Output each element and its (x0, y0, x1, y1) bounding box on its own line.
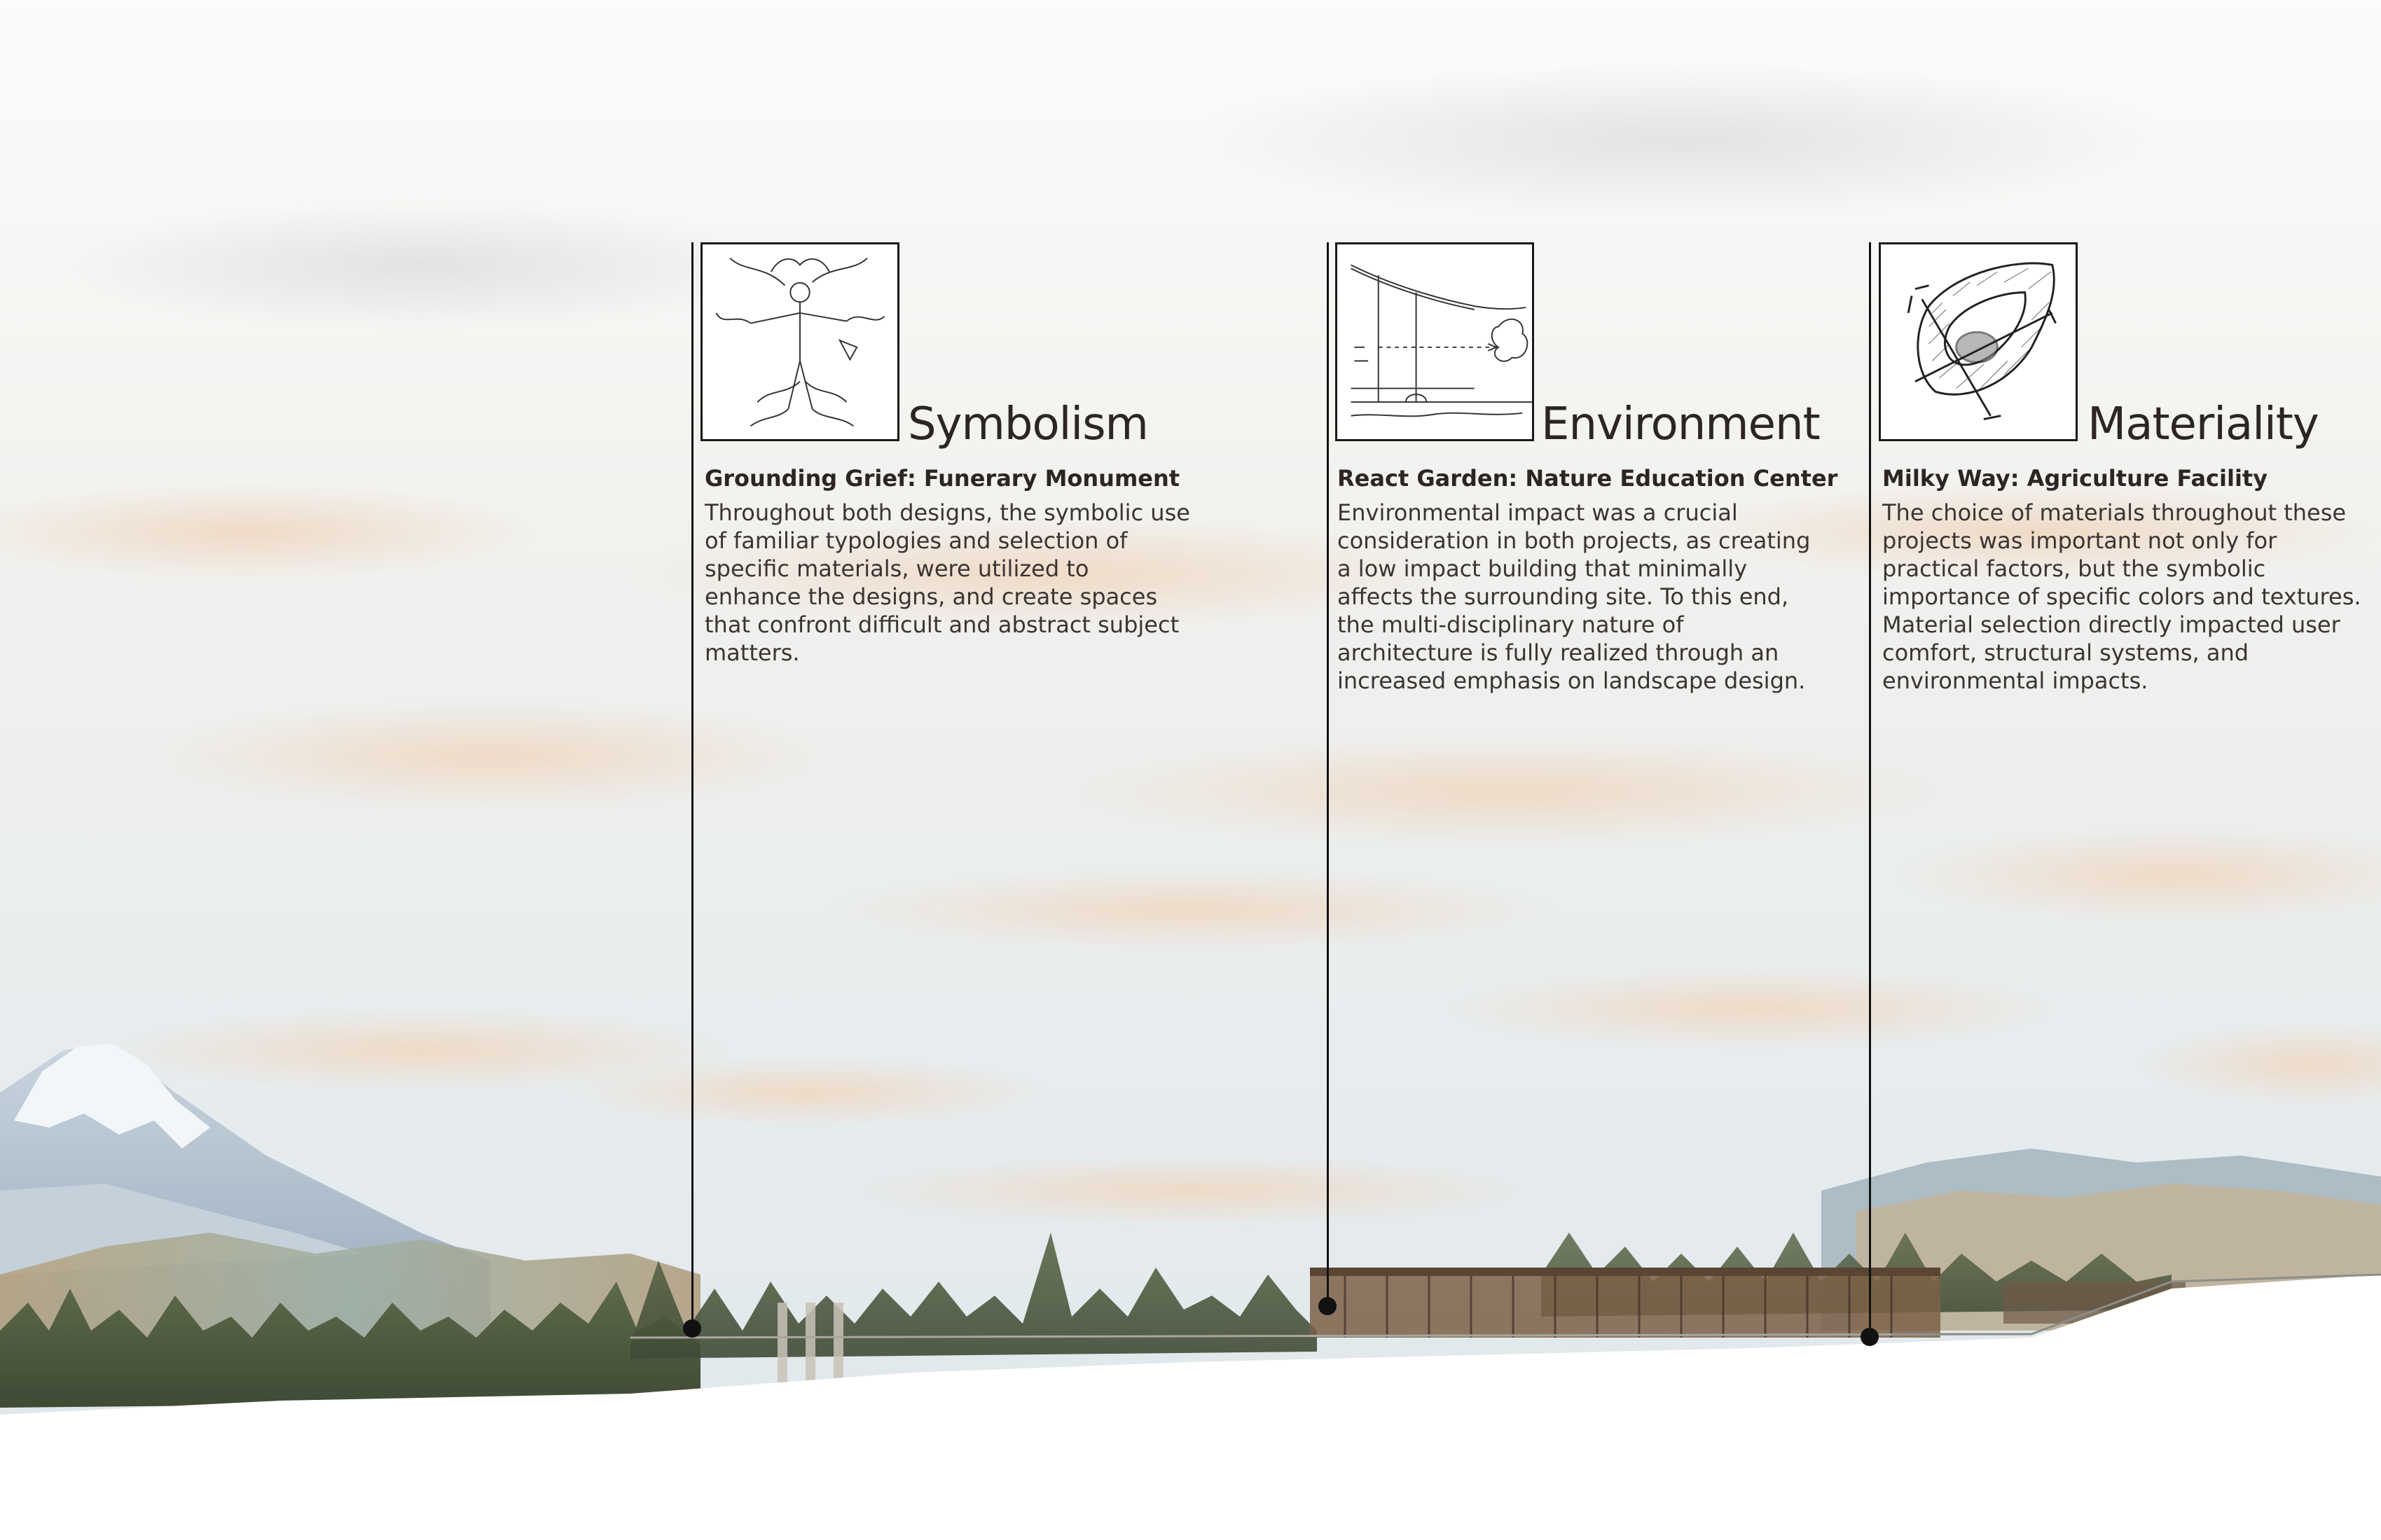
timeline-marker-environment (1318, 1297, 1337, 1315)
body-line: practical factors, but the symbolic (1882, 555, 2266, 582)
body-line: Environmental impact was a crucial (1337, 499, 1738, 526)
figure-sketch-icon (703, 244, 897, 439)
heading-symbolism: Symbolism (908, 398, 1148, 450)
materiality-sketch (1879, 242, 2078, 441)
project-title-materiality: Milky Way: Agriculture Facility (1882, 465, 2268, 492)
plan-sketch-icon (1881, 244, 2076, 439)
body-line: affects the surrounding site. To this end, (1337, 583, 1789, 610)
body-line: comfort, structural systems, and (1882, 639, 2249, 666)
timeline-line-environment (1327, 242, 1329, 1307)
body-line: environmental impacts. (1882, 667, 2148, 694)
body-line: The choice of materials throughout these (1882, 499, 2347, 526)
timeline-line-symbolism (691, 242, 693, 1329)
project-title-environment: React Garden: Nature Education Center (1337, 465, 1838, 492)
body-line: enhance the designs, and create spaces (705, 583, 1158, 610)
body-materiality (1882, 499, 2373, 695)
project-title-symbolism: Grounding Grief: Funerary Monument (705, 465, 1180, 492)
body-line: Material selection directly impacted user (1882, 611, 2340, 638)
timeline-marker-symbolism (683, 1319, 701, 1338)
body-line: a low impact building that minimally (1337, 555, 1748, 582)
symbolism-sketch (701, 242, 899, 441)
heading-environment: Environment (1541, 398, 1820, 450)
timeline-marker-materiality (1861, 1328, 1879, 1346)
body-line: increased emphasis on landscape design. (1337, 667, 1806, 694)
body-line: projects was important not only for (1882, 527, 2277, 554)
body-line: Throughout both designs, the symbolic use (705, 499, 1190, 526)
body-environment (1337, 499, 1856, 695)
body-line: the multi-disciplinary nature of (1337, 611, 1684, 638)
body-line: consideration in both projects, as creating (1337, 527, 1811, 554)
body-line: that confront difficult and abstract subject (705, 611, 1180, 638)
body-line: architecture is fully realized through an (1337, 639, 1779, 666)
body-line: specific materials, were utilized to (705, 555, 1089, 582)
body-line: matters. (705, 639, 800, 666)
timeline-line-materiality (1869, 242, 1871, 1336)
environment-sketch (1335, 242, 1534, 441)
body-line: importance of specific colors and textures. (1882, 583, 2361, 610)
body-line: of familiar typologies and selection of (705, 527, 1128, 554)
heading-materiality: Materiality (2087, 398, 2319, 450)
section-sketch-icon (1337, 244, 1532, 439)
body-symbolism (705, 499, 1237, 667)
